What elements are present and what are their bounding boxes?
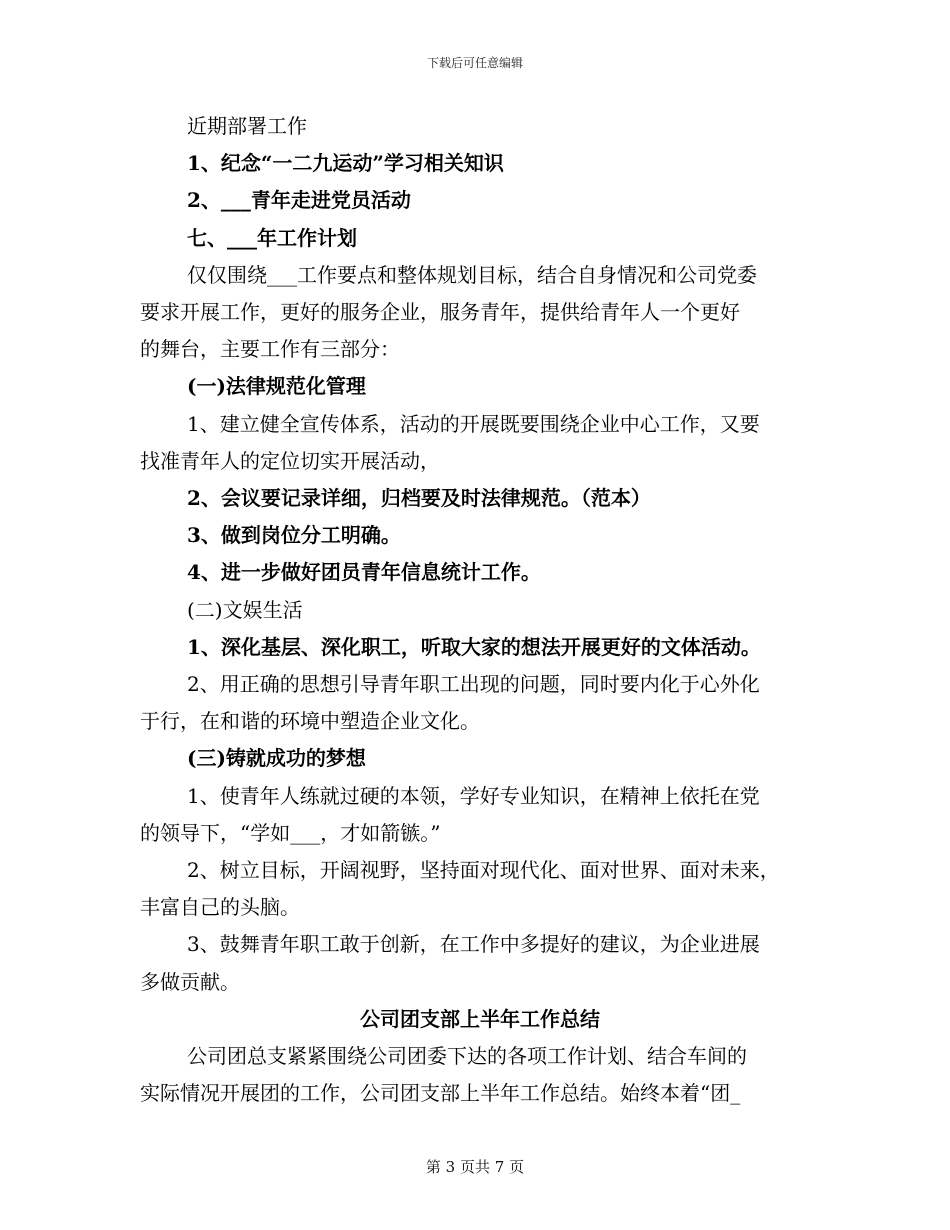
paragraph: 1、纪念“一二九运动”学习相关知识	[187, 151, 504, 176]
paragraph: 4、进一步做好团员青年信息统计工作。	[187, 560, 541, 585]
paragraph-line: 2、树立目标，开阔视野，坚持面对现代化、面对世界、面对未来，	[187, 858, 780, 883]
page-header-note: 下载后可任意编辑	[426, 56, 523, 70]
page-footer: 第 3 页共 7 页	[425, 1158, 525, 1176]
paragraph-line: 要求开展工作，更好的服务企业，服务青年，提供给青年人一个更好	[140, 300, 740, 325]
paragraph-line: 1、使青年人练就过硬的本领，学好专业知识，在精神上依托在党	[187, 783, 760, 808]
section-title: 公司团支部上半年工作总结	[360, 1006, 600, 1031]
paragraph-line: 2、用正确的思想引导青年职工出现的问题，同时要内化于心外化	[187, 672, 760, 697]
paragraph-line: 找准青年人的定位切实开展活动，	[140, 448, 440, 473]
paragraph: 近期部署工作	[187, 114, 307, 138]
subheading-legal: (一)法律规范化管理	[187, 374, 366, 399]
heading-work-plan: 七、___年工作计划	[187, 225, 357, 250]
paragraph: 2、___青年走进党员活动	[187, 188, 411, 213]
document-body	[140, 108, 820, 1112]
paragraph-line: 的领导下，“学如___，才如箭镞。”	[140, 820, 441, 845]
paragraph: 2、会议要记录详细，归档要及时法律规范。（范本）	[187, 486, 651, 511]
paragraph: 3、做到岗位分工明确。	[187, 523, 401, 548]
subheading-recreation: (二)文娱生活	[187, 597, 303, 622]
paragraph-line: 多做贡献。	[140, 969, 240, 994]
paragraph-line: 公司团总支紧紧围绕公司团委下达的各项工作计划、结合车间的	[187, 1044, 747, 1069]
paragraph-line: 3、鼓舞青年职工敢于创新，在工作中多提好的建议，为企业进展	[187, 932, 760, 957]
paragraph-line: 于行，在和谐的环境中塑造企业文化。	[140, 709, 480, 734]
paragraph-line: 丰富自己的头脑。	[140, 895, 300, 920]
paragraph-line: 1、建立健全宣传体系，活动的开展既要围绕企业中心工作，又要	[187, 411, 760, 436]
paragraph-line: 实际情况开展团的工作，公司团支部上半年工作总结。始终本着“团_	[140, 1081, 741, 1106]
paragraph-line: 的舞台，主要工作有三部分：	[140, 337, 400, 362]
subheading-dream: (三)铸就成功的梦想	[187, 746, 366, 771]
paragraph-line: 仅仅围绕___工作要点和整体规划目标，结合自身情况和公司党委	[187, 262, 757, 287]
paragraph: 1、深化基层、深化职工，听取大家的想法开展更好的文体活动。	[187, 634, 761, 659]
